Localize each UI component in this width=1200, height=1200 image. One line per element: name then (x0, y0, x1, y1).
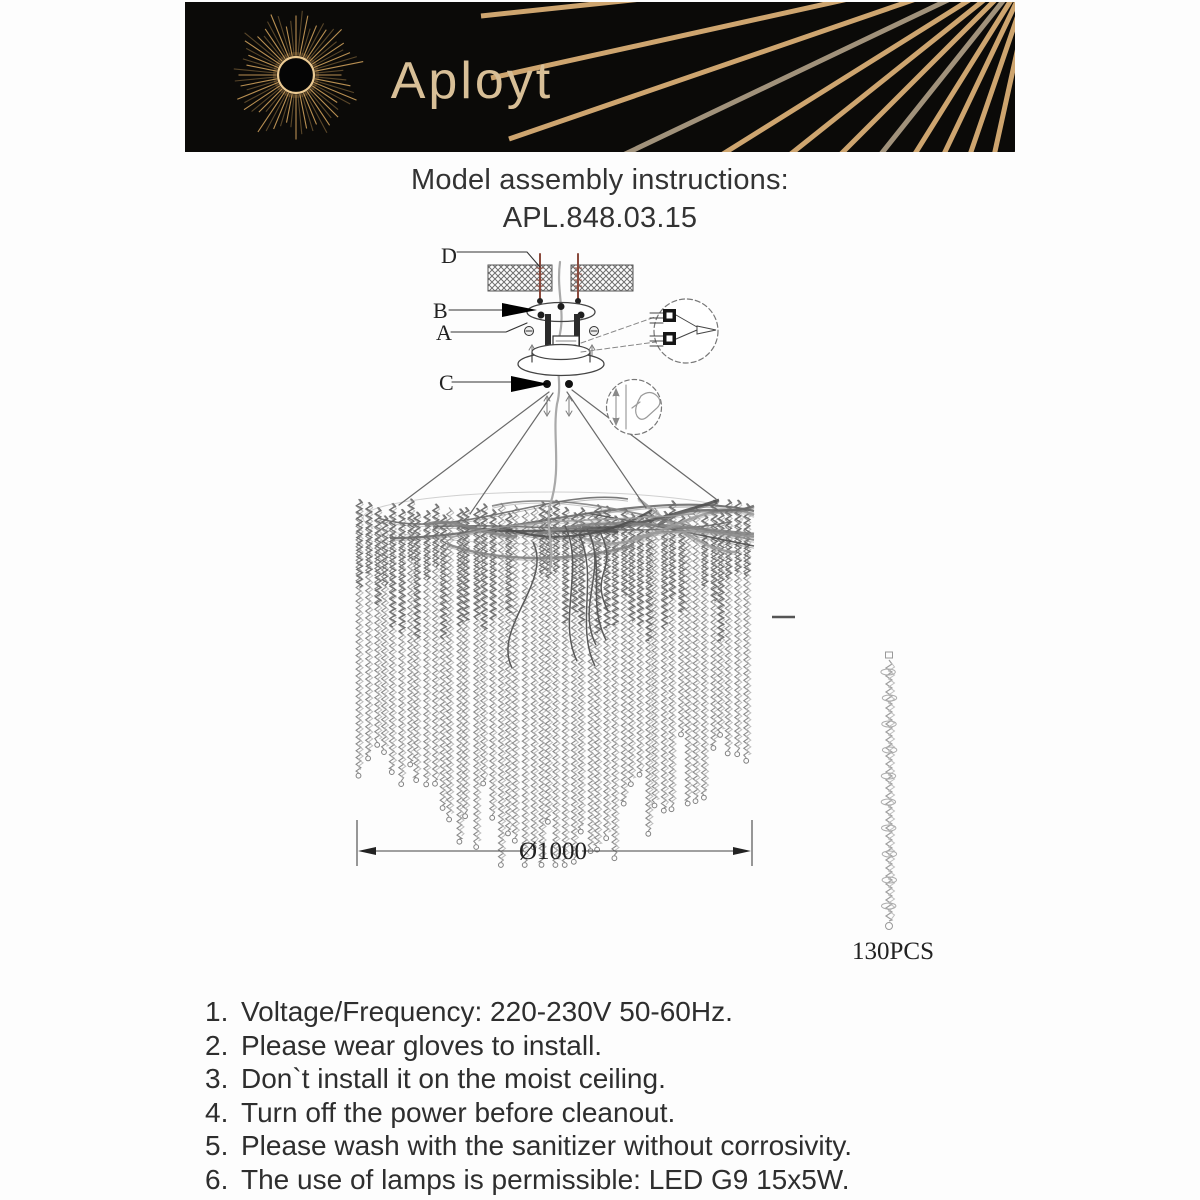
instruction-item (205, 1163, 1105, 1197)
instruction-item (205, 1062, 1105, 1096)
label-a: A (436, 320, 452, 345)
instruction-number: 6. (205, 1163, 229, 1195)
title-block (0, 161, 1200, 237)
instructions-list (205, 995, 1105, 1196)
label-c: C (439, 370, 454, 395)
strand-count-label: 130PCS (852, 938, 934, 965)
dimension-label: Ø1000 (518, 838, 588, 865)
banner-art (185, 2, 1015, 152)
assembly-diagram (0, 230, 1200, 970)
page-title: Model assembly instructions: (411, 164, 789, 196)
brand-logo-text: Aployt (390, 52, 554, 110)
rays-decoration-icon (481, 2, 1015, 152)
instruction-text: Don`t install it on the moist ceiling. (241, 1063, 666, 1094)
model-number: APL.848.03.15 (502, 202, 698, 234)
chandelier-strands-drawing (356, 499, 751, 868)
instruction-number: 3. (205, 1063, 229, 1094)
instruction-number: 1. (205, 996, 229, 1027)
label-b: B (433, 298, 448, 323)
instruction-number: 4. (205, 1096, 229, 1128)
instruction-text: The use of lamps is permissible: LED G9 15x5W. (241, 1163, 850, 1195)
sunburst-logo-icon (234, 11, 363, 140)
instruction-text: Voltage/Frequency: 220-230V 50-60Hz. (241, 996, 733, 1027)
instruction-number: 2. (205, 1029, 229, 1061)
instruction-number: 5. (205, 1130, 229, 1161)
instruction-text: Please wear gloves to install. (241, 1029, 603, 1061)
instruction-item (205, 1029, 1105, 1063)
label-d: D (441, 243, 457, 268)
instruction-text: Please wash with the sanitizer without corrosivity. (241, 1130, 853, 1161)
instruction-item (205, 995, 1105, 1029)
instruction-item (205, 1096, 1105, 1130)
brand-banner (185, 2, 1015, 152)
instruction-item (205, 1129, 1105, 1163)
single-strand-drawing (881, 652, 897, 930)
instruction-text: Turn off the power before cleanout. (241, 1096, 676, 1128)
